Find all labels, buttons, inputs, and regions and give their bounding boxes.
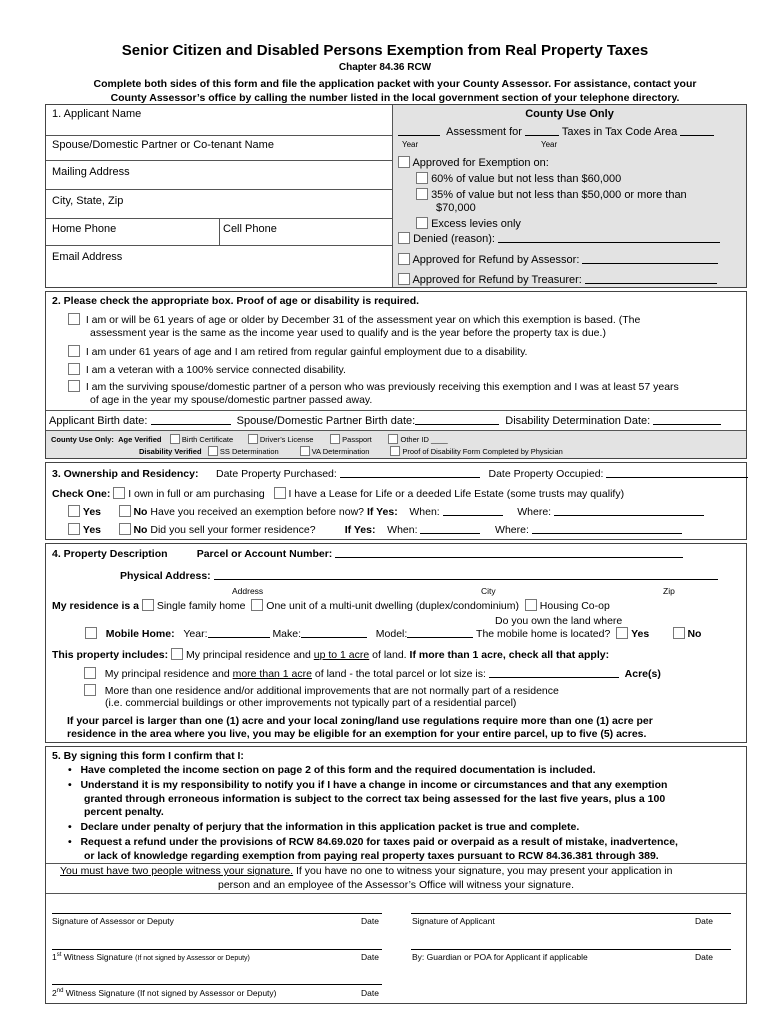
section-2-heading: 2. Please check the appropriate box. Proof of age or disability is required. [52,295,420,307]
county-verification-row-1: County Use Only: Age Verified Birth Certificate Driver’s License Passport Other ID ____ [51,435,448,444]
sold-residence-row: Yes No Did you sell your former residence? If Yes: When: Where: [68,523,682,536]
mobile-home-checkbox[interactable] [85,627,97,639]
witness-instructions-line-1: You must have two people witness your signature. If you have no one to witness your signature, you may present your application in [60,865,673,877]
other-id-checkbox[interactable] [388,434,398,444]
physician-form-checkbox[interactable] [390,446,400,456]
chapter-reference: Chapter 84.36 RCW [338,62,432,73]
zip-sublabel: Zip [663,586,675,596]
veteran-option[interactable]: I am a veteran with a 100% service connected disability. [68,363,346,376]
acreage-note-line-2: residence in the area where you live, you may be eligible for an exemption for your entire parcel, up to five (5) acres. [67,728,647,740]
excess-levies-checkbox[interactable] [416,217,428,229]
confirm-bullet-2: • Understand it is my responsibility to notify you if I have a change in income or circumstances and that any exemption [68,779,668,791]
assessor-signature-label[interactable]: Signature of Assessor or Deputy [52,916,174,926]
mobile-land-no-checkbox[interactable] [673,627,685,639]
prior-exemption-row: Yes No Have you received an exemption before now? If Yes: When: Where: [68,505,704,518]
form-title: Senior Citizen and Disabled Persons Exemption from Real Property Taxes [121,42,649,59]
applicant-signature-label[interactable]: Signature of Applicant [412,916,495,926]
refund-assessor-row[interactable]: Approved for Refund by Assessor: [398,253,718,266]
physical-address-row: Physical Address: [120,570,718,582]
surviving-spouse-option-line-2: of age in the year my spouse/domestic partner passed away. [90,394,373,406]
up-to-1-acre-checkbox[interactable] [171,648,183,660]
multi-unit-checkbox[interactable] [251,599,263,611]
option-35-line-2: $70,000 [436,202,476,214]
section-4-heading-row: 4. Property Description Parcel or Account Number: [52,548,683,560]
age-61-option[interactable]: I am or will be 61 years of age or older by December 31 of the assessment year on which this exemption is based. (The [68,313,640,326]
age-61-checkbox[interactable] [68,313,80,325]
assessment-line: Assessment for Taxes in Tax Code Area [398,126,714,138]
home-phone-label: Home Phone [52,223,117,235]
sold-residence-yes-checkbox[interactable] [68,523,80,535]
refund-treasurer-checkbox[interactable] [398,273,410,285]
confirm-bullet-2-line-2: granted through erroneous information is subject to the correct tax being assessed for the last five years, plus a 100 [84,793,666,805]
option-35-row[interactable]: 35% of value but not less than $50,000 or more than [416,188,687,201]
drivers-license-checkbox[interactable] [248,434,258,444]
confirm-bullet-4: • Request a refund under the provisions of RCW 84.69.020 for taxes paid or overpaid as a result of mistake, inadvertence, [68,836,678,848]
surviving-spouse-option[interactable]: I am the surviving spouse/domestic partner of a person who was previously receiving this exemption and I was at least 57 years [68,380,679,393]
guardian-date-label: Date [695,952,713,962]
witness-1-date-label: Date [361,952,379,962]
refund-treasurer-row[interactable]: Approved for Refund by Treasurer: [398,273,717,286]
single-family-checkbox[interactable] [142,599,154,611]
email-label: Email Address [52,251,123,263]
denied-row[interactable]: Denied (reason): [398,232,720,245]
housing-coop-checkbox[interactable] [525,599,537,611]
excess-levies-row[interactable]: Excess levies only [416,217,521,230]
option-60-row[interactable]: 60% of value but not less than $60,000 [416,172,621,185]
instructions-line-1: Complete both sides of this form and file the application packet with your County Assessor. For assistance, contact your [93,78,697,90]
birth-dates-row[interactable]: Applicant Birth date: Spouse/Domestic Partner Birth date: Disability Determination Date: [49,415,721,427]
county-verification-row-2: Disability Verified SS Determination VA Determination Proof of Disability Form Completed by Physician [139,447,563,456]
confirm-bullet-4-line-2: or lack of knowledge regarding exemption from paying real property taxes pursuant to RCW 84.36.381 through 389. [84,850,659,862]
age-61-option-line-2: assessment year is the same as the income year used to qualify and is the year before the property tax is due.) [90,327,606,339]
mailing-address-label: Mailing Address [52,166,130,178]
birth-cert-checkbox[interactable] [170,434,180,444]
section-3-heading-row: 3. Ownership and Residency: Date Property Purchased: Date Property Occupied: [52,468,748,480]
witness-2-signature-label[interactable]: 2nd Witness Signature (If not signed by Assessor or Deputy) [52,988,277,998]
year-label-1: Year [402,140,419,149]
city-sublabel: City [481,586,496,596]
more-than-1-acre-checkbox[interactable] [84,667,96,679]
prior-exemption-no-checkbox[interactable] [119,505,131,517]
option-35-checkbox[interactable] [416,188,428,200]
multi-residence-row: More than one residence and/or additional improvements that are not normally part of a residence [84,684,559,697]
address-sublabel: Address [232,586,264,596]
residence-type-row: My residence is a Single family home One unit of a multi-unit dwelling (duplex/condominium) Housing Co-op [52,600,610,612]
city-state-zip-label: City, State, Zip [52,195,124,207]
witness-2-date-label: Date [361,988,379,998]
more-than-1-acre-row: My principal residence and more than 1 acre of land - the total parcel or lot size is: Acre(s) [84,667,661,680]
property-includes-row: This property includes: My principal residence and up to 1 acre of land. If more than 1 acre, check all that apply: [52,649,610,661]
sold-residence-no-checkbox[interactable] [119,523,131,535]
own-land-line-1: Do you own the land where [495,615,623,627]
denied-checkbox[interactable] [398,232,410,244]
multi-residence-line-2: (i.e. commercial buildings or other improvements not typically part of a residential parcel) [105,697,517,709]
approved-exemption-checkbox[interactable] [398,156,410,168]
disability-checkbox[interactable] [68,345,80,357]
year-label-2: Year [541,140,558,149]
mobile-home-row: Mobile Home: Year: Make: Model: The mobile home is located? Yes No [85,627,701,640]
veteran-checkbox[interactable] [68,363,80,375]
acreage-note-line-1: If your parcel is larger than one (1) acre and your local zoning/land use regulations require more than one (1) acre per [67,715,653,727]
applicant-date-label: Date [695,916,713,926]
county-use-only-heading: County Use Only [525,108,614,120]
confirm-bullet-1: • Have completed the income section on page 2 of this form and the required documentation is included. [68,764,596,776]
instructions-line-2: County Assessor’s office by calling the number listed in the local government section of your telephone directory. [110,92,680,104]
va-determination-checkbox[interactable] [300,446,310,456]
witness-1-signature-label[interactable]: 1st Witness Signature (If not signed by Assessor or Deputy) [52,952,250,962]
approved-exemption-row[interactable]: Approved for Exemption on: [398,156,549,169]
option-60-checkbox[interactable] [416,172,428,184]
refund-assessor-checkbox[interactable] [398,253,410,265]
lease-life-checkbox[interactable] [274,487,286,499]
passport-checkbox[interactable] [330,434,340,444]
guardian-signature-label[interactable]: By: Guardian or POA for Applicant if applicable [412,952,588,962]
mobile-land-yes-checkbox[interactable] [616,627,628,639]
assessor-date-label: Date [361,916,379,926]
applicant-name-label: 1. Applicant Name [52,108,142,120]
confirm-bullet-2-line-3: percent penalty. [84,806,164,818]
witness-instructions-line-2: person and an employee of the Assessor’s Office will witness your signature. [217,879,575,891]
check-one-row: Check One: I own in full or am purchasing I have a Lease for Life or a deeded Life Estate (some trusts may qualify) [52,488,625,500]
spouse-name-label: Spouse/Domestic Partner or Co-tenant Name [52,139,274,151]
ss-determination-checkbox[interactable] [208,446,218,456]
confirm-bullet-3: • Declare under penalty of perjury that the information in this application packet is true and complete. [68,821,580,833]
disability-option[interactable]: I am under 61 years of age and I am retired from regular gainful employment due to a disability. [68,345,527,358]
own-full-checkbox[interactable] [113,487,125,499]
cell-phone-label: Cell Phone [223,223,277,235]
section-5-heading: 5. By signing this form I confirm that I: [52,750,244,762]
multi-residence-checkbox[interactable] [84,684,96,696]
surviving-spouse-checkbox[interactable] [68,380,80,392]
prior-exemption-yes-checkbox[interactable] [68,505,80,517]
